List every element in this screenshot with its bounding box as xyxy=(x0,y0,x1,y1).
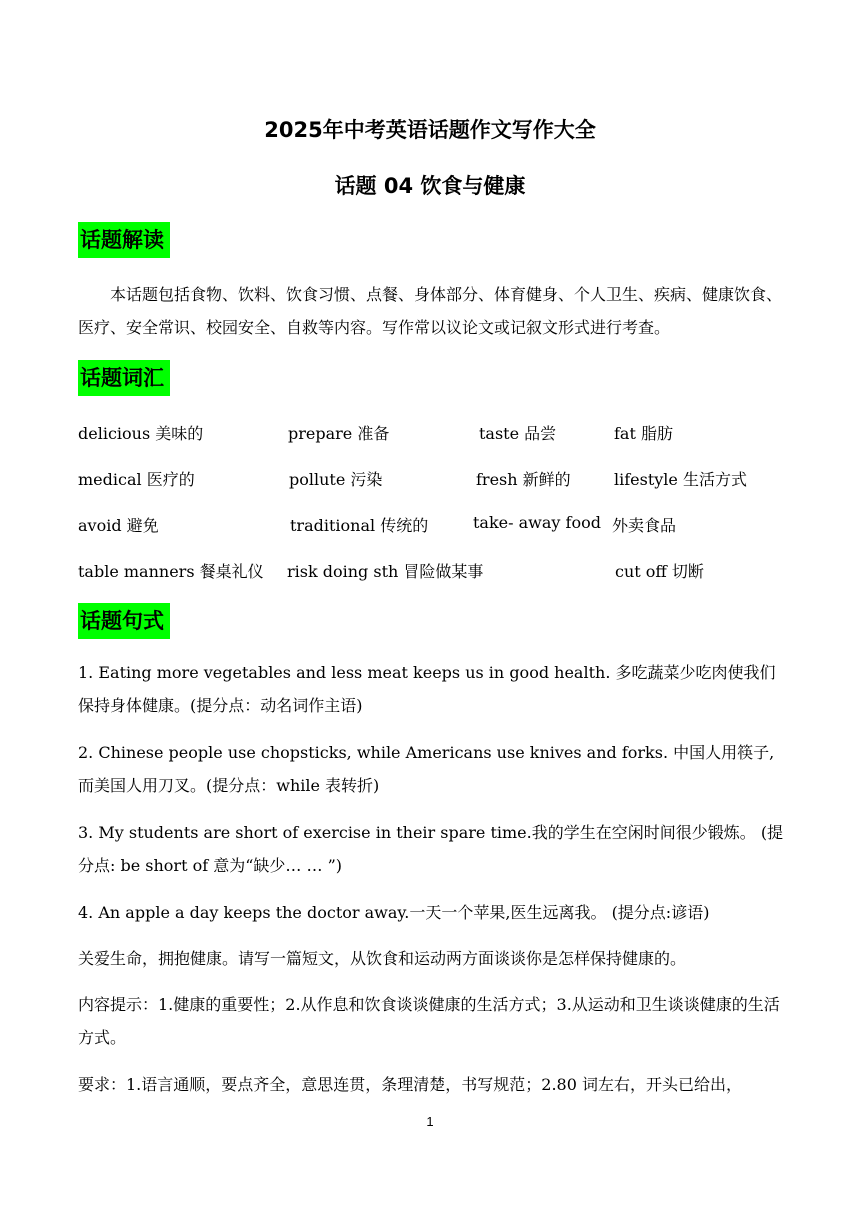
sentence-3: 3. My students are short of exercise in their spare time.我的学生在空闲时间很少锻炼。 (提分点: be short of 意为“缺少… … ”) xyxy=(78,823,784,875)
sentence-4: 4. An apple a day keeps the doctor away.一天一个苹果,医生远离我。 (提分点:谚语) xyxy=(78,903,710,922)
document-title: 2025年中考英语话题作文写作大全 xyxy=(264,118,596,142)
vocab-item: 外卖食品 xyxy=(612,516,677,535)
section-heading-topic-sentences: 话题句式 xyxy=(78,603,170,639)
vocab-item: medical 医疗的 xyxy=(78,470,195,489)
vocab-item: table manners 餐桌礼仪 xyxy=(78,562,264,581)
vocab-item: fat 脂肪 xyxy=(614,424,673,443)
section-heading-topic-interpretation: 话题解读 xyxy=(78,222,170,258)
topic-interpretation-text: 本话题包括食物、饮料、饮食习惯、点餐、身体部分、体育健身、个人卫生、疾病、健康饮食、医疗、安全常识、校园安全、自救等内容。写作常以议论文或记叙文形式进行考查。 xyxy=(78,285,783,337)
vocab-item: lifestyle 生活方式 xyxy=(614,470,747,489)
section-heading-topic-vocabulary: 话题词汇 xyxy=(78,360,170,396)
requirements: 要求：1.语言通顺，要点齐全，意思连贯，条理清楚，书写规范；2.80 词左右，开头已给出， xyxy=(78,1075,742,1094)
writing-prompt: 关爱生命，拥抱健康。请写一篇短文，从饮食和运动两方面谈谈你是怎样保持健康的。 xyxy=(78,949,687,968)
page-number: 1 xyxy=(426,1114,434,1129)
vocab-item: fresh 新鲜的 xyxy=(476,470,571,489)
vocab-item: delicious 美味的 xyxy=(78,424,204,443)
vocab-item: pollute 污染 xyxy=(289,470,383,489)
vocab-item: taste 品尝 xyxy=(479,424,557,443)
vocab-item: prepare 准备 xyxy=(288,424,390,443)
sentence-1: 1. Eating more vegetables and less meat keeps us in good health. 多吃蔬菜少吃肉使我们保持身体健康。(提分点：动名词作主语) xyxy=(78,663,776,715)
document-subtitle: 话题 04 饮食与健康 xyxy=(334,174,526,198)
vocab-item: cut off 切断 xyxy=(615,562,704,581)
vocab-item: take- away food xyxy=(473,513,601,532)
sentence-2: 2. Chinese people use chopsticks, while Americans use knives and forks. 中国人用筷子,而美国人用刀叉。(提分点：while 表转折) xyxy=(78,743,775,795)
vocab-item: traditional 传统的 xyxy=(290,516,429,535)
vocab-item: avoid 避免 xyxy=(78,516,159,535)
content-hints: 内容提示：1.健康的重要性；2.从作息和饮食谈谈健康的生活方式；3.从运动和卫生谈谈健康的生活方式。 xyxy=(78,995,780,1047)
vocab-item: risk doing sth 冒险做某事 xyxy=(287,562,484,581)
